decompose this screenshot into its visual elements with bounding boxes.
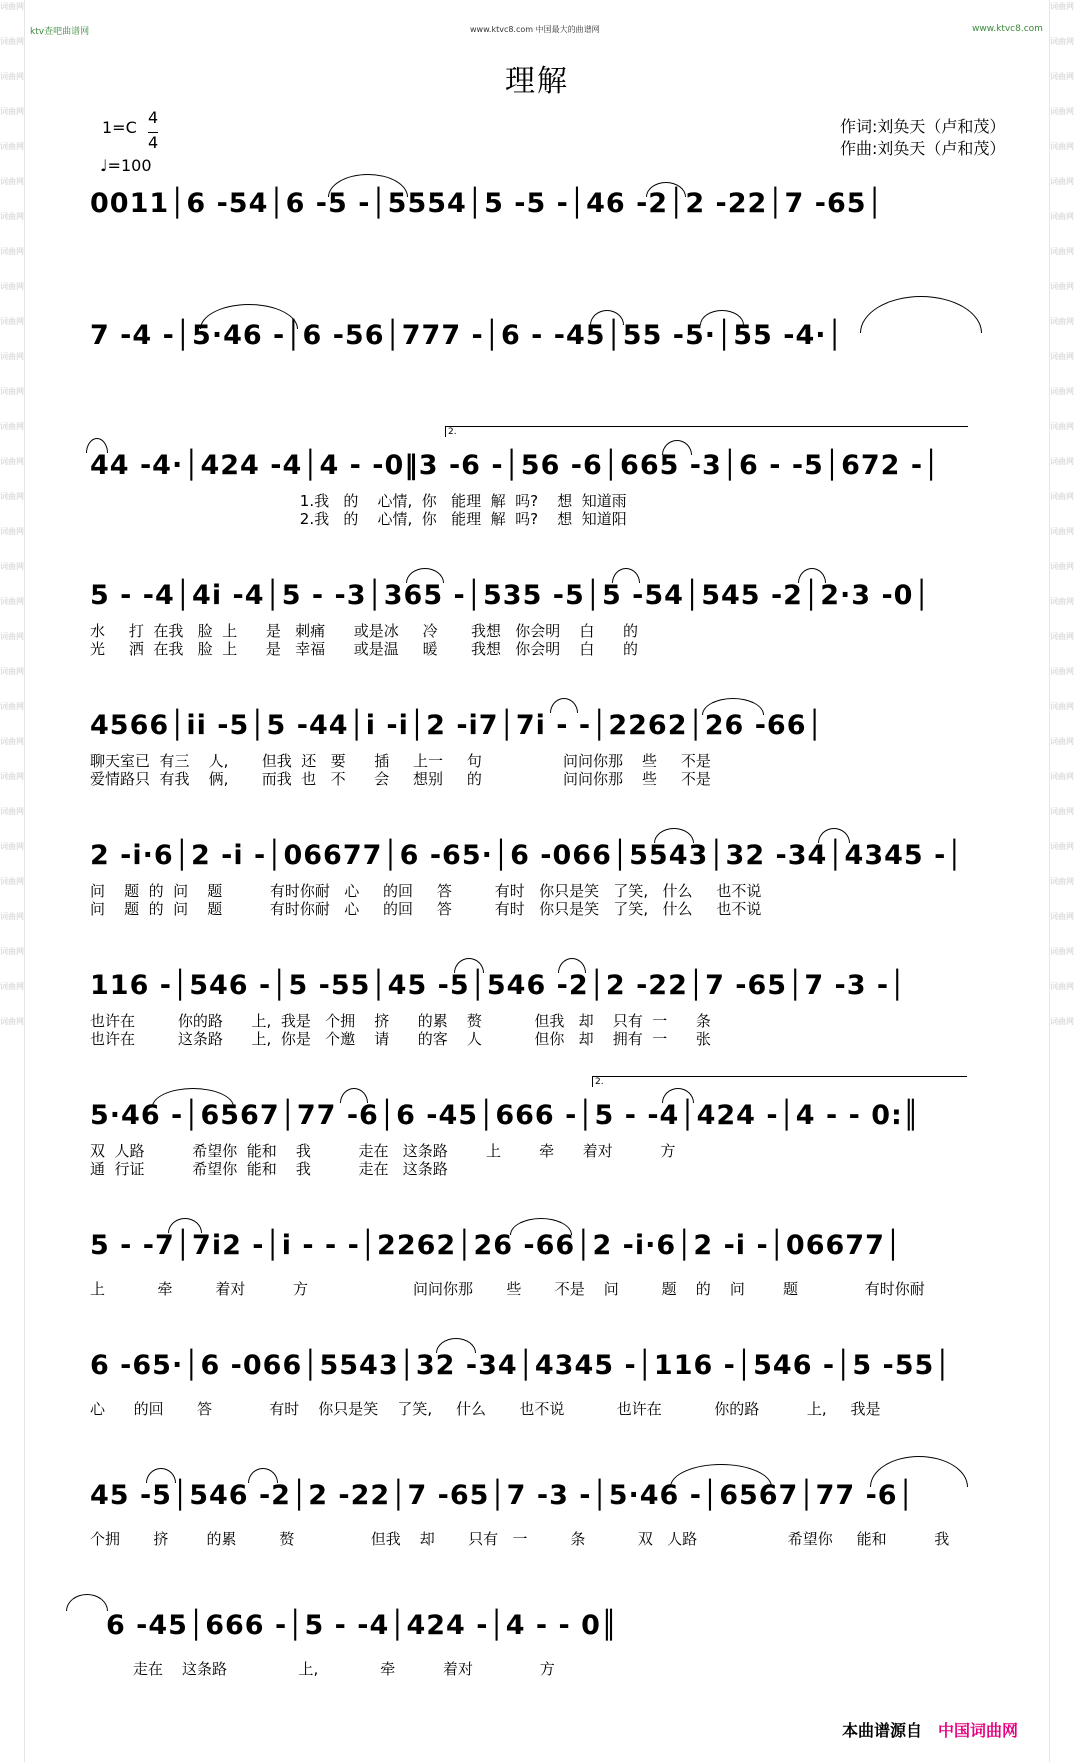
page-title: 理解 bbox=[505, 64, 569, 99]
watermark-text: 词曲网 bbox=[1050, 422, 1074, 431]
right-watermark-strip bbox=[1049, 0, 1074, 1762]
watermark-text: 词曲网 bbox=[1050, 947, 1074, 956]
watermark-text: 词曲网 bbox=[0, 2, 24, 11]
watermark-text: 词曲网 bbox=[1050, 457, 1074, 466]
header-left-site: ktv查吧曲谱网 bbox=[30, 27, 90, 37]
time-signature-bottom: 4 bbox=[148, 133, 159, 152]
watermark-text: 词曲网 bbox=[1050, 282, 1074, 291]
watermark-text: 词曲网 bbox=[0, 912, 24, 921]
watermark-text: 词曲网 bbox=[0, 72, 24, 81]
watermark-text: 词曲网 bbox=[0, 982, 24, 991]
header-center-site: www.ktvc8.com 中国最大的曲谱网 bbox=[470, 25, 600, 34]
slur-mark bbox=[612, 568, 640, 583]
watermark-text: 词曲网 bbox=[0, 457, 24, 466]
slur-mark bbox=[340, 1088, 368, 1103]
slur-mark bbox=[248, 1468, 278, 1483]
watermark-text: 词曲网 bbox=[1050, 317, 1074, 326]
source-footer bbox=[842, 1718, 1018, 1741]
watermark-text: 词曲网 bbox=[1050, 912, 1074, 921]
watermark-text: 词曲网 bbox=[0, 597, 24, 606]
watermark-text: 词曲网 bbox=[0, 877, 24, 886]
lyrics-verse-2: 爱情路只 有我 俩, 而我 也 不 会 想别 的 问问你那 些 不是 bbox=[90, 770, 711, 788]
slur-mark bbox=[146, 1468, 176, 1483]
lyrics-verse-1: 心 的回 答 有时 你只是笑 了笑, 什么 也不说 也许在 你的路 上, 我是 bbox=[90, 1400, 881, 1418]
slur-mark bbox=[510, 1218, 572, 1235]
slur-mark bbox=[558, 958, 586, 973]
notation-line: 116 -│546 -│5 -55│45 -5│546 -2│2 -22│7 -65│7 -3 -│ bbox=[90, 970, 907, 1001]
watermark-text: 词曲网 bbox=[0, 352, 24, 361]
watermark-text: 词曲网 bbox=[1050, 702, 1074, 711]
lyricist: 作词:刘奂天（卢和茂） bbox=[840, 117, 1006, 136]
watermark-text: 词曲网 bbox=[1050, 562, 1074, 571]
slur-mark bbox=[152, 1088, 234, 1107]
lyrics-verse-1: 聊天室已 有三 人, 但我 还 要 插 上一 句 问问你那 些 不是 bbox=[90, 752, 711, 770]
watermark-text: 词曲网 bbox=[1050, 632, 1074, 641]
slur-mark bbox=[646, 182, 686, 197]
notation-line: 6 -65·│6 -066│5543│32 -34│4345 -│116 -│546 -│5 -55│ bbox=[90, 1350, 952, 1381]
watermark-text: 词曲网 bbox=[0, 247, 24, 256]
watermark-text: 词曲网 bbox=[0, 282, 24, 291]
watermark-text: 词曲网 bbox=[0, 317, 24, 326]
tempo-marking: ♩=100 bbox=[100, 156, 152, 175]
lyrics-verse-1: 上 牵 着对 方 问问你那 些 不是 问 题 的 问 题 有时你耐 bbox=[90, 1280, 925, 1298]
notation-line: 6 -45│666 -│5 - -4│424 -│4 - - 0║ bbox=[106, 1610, 619, 1641]
slur-mark bbox=[702, 698, 764, 715]
footer-prefix: 本曲谱源自 bbox=[842, 1721, 923, 1740]
slur-mark bbox=[860, 296, 982, 333]
watermark-text: 词曲网 bbox=[1050, 37, 1074, 46]
lyrics-verse-2: 2.我 的 心情, 你 能理 解 吗? 想 知道阳 bbox=[90, 510, 627, 528]
watermark-text: 词曲网 bbox=[0, 842, 24, 851]
watermark-text: 词曲网 bbox=[0, 737, 24, 746]
watermark-text: 词曲网 bbox=[0, 387, 24, 396]
watermark-text: 词曲网 bbox=[0, 177, 24, 186]
slur-mark bbox=[700, 310, 744, 325]
watermark-text: 词曲网 bbox=[0, 772, 24, 781]
header-right-site: www.ktvc8.com bbox=[972, 24, 1043, 34]
watermark-text: 词曲网 bbox=[0, 1017, 24, 1026]
notation-line: 5 - -4│4i -4│5 - -3│365 -│535 -5│5 -54│545 -2│2·3 -0│ bbox=[90, 580, 931, 611]
slur-mark bbox=[662, 440, 692, 455]
slur-mark bbox=[670, 1464, 772, 1487]
watermark-text: 词曲网 bbox=[0, 492, 24, 501]
watermark-text: 词曲网 bbox=[0, 667, 24, 676]
slur-mark bbox=[454, 958, 484, 973]
watermark-text: 词曲网 bbox=[1050, 772, 1074, 781]
notation-line: 45 -5│546 -2│2 -22│7 -65│7 -3 -│5·46 -│6567│77 -6│ bbox=[90, 1480, 915, 1511]
slur-mark bbox=[86, 438, 108, 453]
watermark-text: 词曲网 bbox=[1050, 492, 1074, 501]
watermark-text: 词曲网 bbox=[0, 212, 24, 221]
notation-line: 5 - -7│7i2 -│i - - -│2262│26 -66│2 -i·6│2 -i -│06677│ bbox=[90, 1230, 903, 1261]
watermark-text: 词曲网 bbox=[1050, 737, 1074, 746]
volta-bracket: 2. bbox=[592, 1076, 967, 1087]
left-watermark-strip bbox=[0, 0, 25, 1762]
lyrics-verse-1: 1.我 的 心情, 你 能理 解 吗? 想 知道雨 bbox=[90, 492, 627, 510]
slur-mark bbox=[66, 1594, 108, 1611]
slur-mark bbox=[798, 568, 826, 583]
volta-bracket: 2. bbox=[445, 426, 968, 437]
lyrics-verse-1: 问 题 的 问 题 有时你耐 心 的回 答 有时 你只是笑 了笑, 什么 也不说 bbox=[90, 882, 762, 900]
lyrics-verse-1: 个拥 挤 的累 赘 但我 却 只有 一 条 双 人路 希望你 能和 我 bbox=[90, 1530, 950, 1548]
watermark-text: 词曲网 bbox=[1050, 247, 1074, 256]
watermark-text: 词曲网 bbox=[0, 947, 24, 956]
watermark-text: 词曲网 bbox=[0, 702, 24, 711]
lyrics-verse-2: 通 行证 希望你 能和 我 走在 这条路 bbox=[90, 1160, 448, 1178]
watermark-text: 词曲网 bbox=[1050, 142, 1074, 151]
slur-mark bbox=[168, 1218, 202, 1233]
time-signature-top: 4 bbox=[148, 108, 159, 127]
slur-mark bbox=[328, 174, 408, 197]
slur-mark bbox=[436, 1338, 476, 1353]
watermark-text: 词曲网 bbox=[0, 422, 24, 431]
watermark-text: 词曲网 bbox=[1050, 1017, 1074, 1026]
notation-line: 5·46 -│6567│77 -6│6 -45│666 -│5 - -4│424 -│4 - - 0:║ bbox=[90, 1100, 921, 1131]
credits bbox=[840, 116, 1005, 160]
slur-mark bbox=[662, 1088, 694, 1103]
watermark-text: 词曲网 bbox=[1050, 877, 1074, 886]
lyrics-verse-1: 走在 这条路 上, 牵 着对 方 bbox=[90, 1660, 555, 1678]
watermark-text: 词曲网 bbox=[1050, 212, 1074, 221]
watermark-text: 词曲网 bbox=[0, 107, 24, 116]
watermark-text: 词曲网 bbox=[0, 562, 24, 571]
watermark-text: 词曲网 bbox=[1050, 597, 1074, 606]
composer: 作曲:刘奂天（卢和茂） bbox=[840, 139, 1006, 158]
key-signature: 1=C bbox=[102, 118, 137, 137]
watermark-text: 词曲网 bbox=[1050, 177, 1074, 186]
lyrics-verse-2: 光 洒 在我 脸 上 是 幸福 或是温 暖 我想 你会明 白 的 bbox=[90, 640, 638, 658]
watermark-text: 词曲网 bbox=[0, 142, 24, 151]
slur-mark bbox=[590, 310, 624, 325]
watermark-text: 词曲网 bbox=[1050, 982, 1074, 991]
watermark-text: 词曲网 bbox=[0, 807, 24, 816]
footer-brand[interactable]: 中国词曲网 bbox=[938, 1721, 1019, 1740]
watermark-text: 词曲网 bbox=[0, 527, 24, 536]
slur-mark bbox=[550, 698, 578, 713]
notation-line: 4566│ii -5│5 -44│i -i│2 -i7│7i - -│2262│26 -66│ bbox=[90, 710, 824, 741]
lyrics-verse-1: 水 打 在我 脸 上 是 刺痛 或是冰 冷 我想 你会明 白 的 bbox=[90, 622, 638, 640]
watermark-text: 词曲网 bbox=[0, 37, 24, 46]
watermark-text: 词曲网 bbox=[1050, 352, 1074, 361]
watermark-text: 词曲网 bbox=[1050, 72, 1074, 81]
notation-line: 7 -4 -│5·46 -│6 -56│777 -│6 - -45│55 -5·│55 -4·│ bbox=[90, 320, 844, 351]
slur-mark bbox=[406, 568, 444, 583]
slur-mark bbox=[870, 1456, 968, 1487]
slur-mark bbox=[818, 828, 850, 843]
lyrics-verse-2: 也许在 这条路 上, 你是 个邀 请 的客 人 但你 却 拥有 一 张 bbox=[90, 1030, 711, 1048]
notation-line: 0011│6 -54│6 -5 -│5554│5 -5 -│46 -2│2 -22│7 -65│ bbox=[90, 188, 884, 219]
watermark-text: 词曲网 bbox=[1050, 527, 1074, 536]
watermark-text: 词曲网 bbox=[1050, 667, 1074, 676]
notation-line: 2 -i·6│2 -i -│06677│6 -65·│6 -066│5543│32 -34│4345 -│ bbox=[90, 840, 964, 871]
watermark-text: 词曲网 bbox=[1050, 2, 1074, 11]
lyrics-verse-1: 也许在 你的路 上, 我是 个拥 挤 的累 赘 但我 却 只有 一 条 bbox=[90, 1012, 711, 1030]
watermark-text: 词曲网 bbox=[1050, 842, 1074, 851]
watermark-text: 词曲网 bbox=[1050, 387, 1074, 396]
notation-line: 44 -4·│424 -4│4 - -0‖3 -6 -│56 -6│665 -3│6 - -5│672 -│ bbox=[90, 450, 941, 481]
lyrics-verse-2: 问 题 的 问 题 有时你耐 心 的回 答 有时 你只是笑 了笑, 什么 也不说 bbox=[90, 900, 762, 918]
watermark-text: 词曲网 bbox=[0, 632, 24, 641]
lyrics-verse-1: 双 人路 希望你 能和 我 走在 这条路 上 牵 着对 方 bbox=[90, 1142, 676, 1160]
slur-mark bbox=[200, 304, 298, 329]
watermark-text: 词曲网 bbox=[1050, 807, 1074, 816]
watermark-text: 词曲网 bbox=[1050, 107, 1074, 116]
slur-mark bbox=[654, 828, 694, 843]
